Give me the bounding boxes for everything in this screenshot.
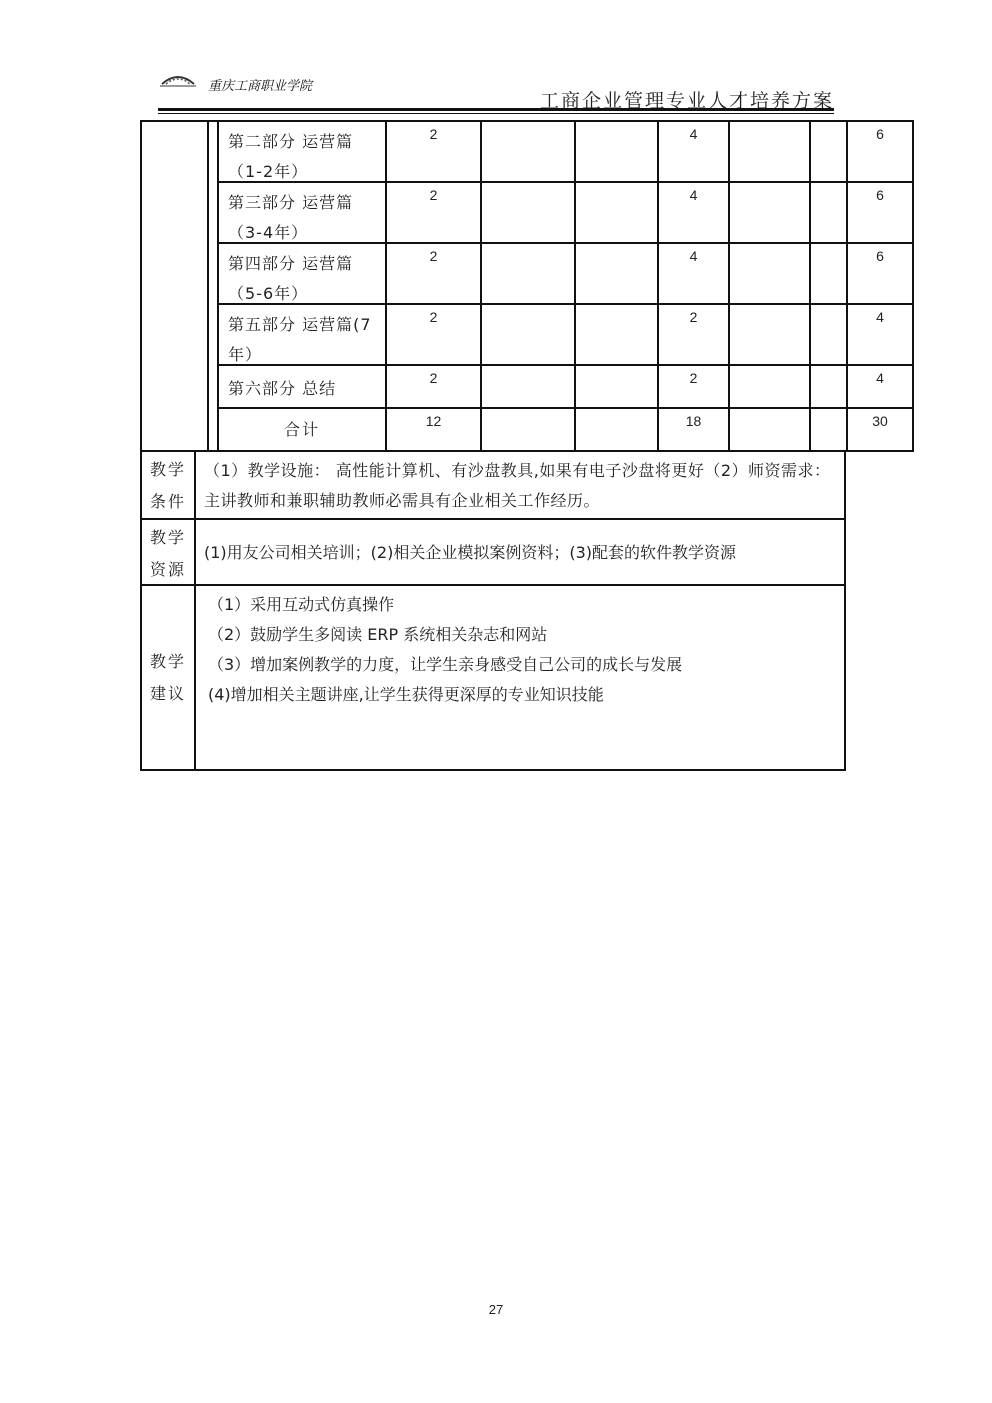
conditions-label-line2: 条件 (149, 492, 186, 511)
table-cell (728, 364, 811, 409)
table-cell (809, 364, 848, 409)
table-cell (728, 303, 811, 366)
table-cell-practice: 2 (657, 364, 730, 409)
conditions-label (140, 450, 196, 520)
suggestion-item: （3）增加案例教学的力度，让学生亲身感受自己公司的成长与发展 (208, 655, 683, 674)
sum-theory: 12 (385, 407, 482, 452)
table-cell (574, 364, 659, 409)
table-cell (574, 120, 659, 183)
table-cell-practice: 4 (657, 120, 730, 183)
table-cell-total: 6 (846, 181, 914, 244)
svg-text:重庆工商职业学院: 重庆工商职业学院 (208, 79, 313, 92)
table-row-part: 第三部分 运营篇（3-4年） (217, 181, 387, 244)
suggestion-item: （2）鼓励学生多阅读 ERP 系统相关杂志和网站 (208, 625, 548, 644)
sum-label: 合计 (217, 407, 387, 452)
table-cell (574, 303, 659, 366)
sum-practice: 18 (657, 407, 730, 452)
table-cell (574, 407, 659, 452)
table-cell (480, 181, 576, 244)
table-cell (480, 120, 576, 183)
suggestions-label-line2: 建议 (149, 684, 186, 703)
table-cell (809, 242, 848, 305)
resources-label-line1: 教学 (149, 528, 186, 547)
page-number: 27 (488, 1302, 504, 1317)
table-cell (574, 242, 659, 305)
category-column (140, 120, 209, 452)
table-cell (574, 181, 659, 244)
table-cell-theory: 2 (385, 120, 482, 183)
table-cell (728, 120, 811, 183)
table-cell (809, 181, 848, 244)
table-cell (809, 120, 848, 183)
table-row-part: 第六部分 总结 (217, 364, 387, 409)
conditions-label-line1: 教学 (149, 460, 186, 479)
table-cell (728, 242, 811, 305)
table-cell (809, 407, 848, 452)
table-row-part: 第二部分 运营篇（1-2年） (217, 120, 387, 183)
table-cell-practice: 4 (657, 242, 730, 305)
document-title: 工商企业管理专业人才培养方案 (539, 90, 834, 112)
table-row-part: 第四部分 运营篇（5-6年） (217, 242, 387, 305)
suggestion-item: (4)增加相关主题讲座,让学生获得更深厚的专业知识技能 (208, 685, 604, 704)
suggestions-label-line1: 教学 (149, 652, 186, 671)
table-row-part: 第五部分 运营篇(7年） (217, 303, 387, 366)
table-cell (809, 303, 848, 366)
school-logo (160, 70, 380, 92)
table-cell (728, 181, 811, 244)
suggestions-list (194, 584, 846, 771)
table-cell (728, 407, 811, 452)
resources-label (140, 518, 196, 586)
table-cell-theory: 2 (385, 364, 482, 409)
table-cell-total: 6 (846, 120, 914, 183)
suggestions-label (140, 584, 196, 771)
suggestion-item: （1）采用互动式仿真操作 (208, 595, 395, 614)
table-cell-total: 4 (846, 364, 914, 409)
table-cell-total: 6 (846, 242, 914, 305)
table-cell (480, 407, 576, 452)
table-cell (480, 303, 576, 366)
header-rule (158, 108, 834, 111)
table-cell-total: 4 (846, 303, 914, 366)
table-cell (480, 242, 576, 305)
table-cell-theory: 2 (385, 303, 482, 366)
table-cell (480, 364, 576, 409)
sum-total: 30 (846, 407, 914, 452)
resources-text: (1)用友公司相关培训；(2)相关企业模拟案例资料；(3)配套的软件教学资源 (194, 518, 846, 586)
conditions-text: （1）教学设施： 高性能计算机、有沙盘教具,如果有电子沙盘将更好（2）师资需求：主讲教师和兼职辅助教师必需具有企业相关工作经历。 (194, 450, 846, 520)
table-cell-practice: 4 (657, 181, 730, 244)
table-cell-practice: 2 (657, 303, 730, 366)
table-cell-theory: 2 (385, 181, 482, 244)
header-rule-thin (158, 113, 834, 114)
table-cell-theory: 2 (385, 242, 482, 305)
resources-label-line2: 资源 (149, 560, 186, 579)
